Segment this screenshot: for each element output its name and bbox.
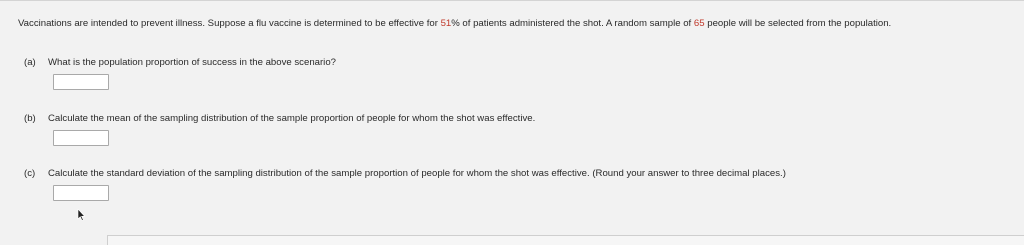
answer-input-a[interactable] <box>53 74 109 90</box>
question-c-tag: (c) <box>24 168 36 179</box>
intro-text-2: % of patients administered the shot. A random sample of <box>451 18 694 29</box>
problem-statement <box>18 17 1018 30</box>
question-a-tag: (a) <box>24 57 36 68</box>
answer-input-b[interactable] <box>53 130 109 146</box>
answer-input-c[interactable] <box>53 185 109 201</box>
question-b <box>24 113 535 124</box>
question-b-text: Calculate the mean of the sampling distribution of the sample proportion of people for whom the shot was effective. <box>48 113 536 124</box>
question-c <box>24 168 786 179</box>
effective-percent: 51 <box>440 18 452 29</box>
question-b-tag: (b) <box>24 113 36 124</box>
question-a <box>24 57 336 68</box>
intro-text-3: people will be selected from the population. <box>704 18 892 29</box>
footer-panel <box>107 235 1024 245</box>
question-a-text: What is the population proportion of success in the above scenario? <box>48 57 336 68</box>
mouse-pointer-icon <box>77 209 85 221</box>
question-c-text: Calculate the standard deviation of the sampling distribution of the sample proportion of people for whom the shot was effective. (Round your answer to three decimal places.) <box>48 168 786 179</box>
sample-size: 65 <box>693 18 705 29</box>
intro-text-1: Vaccinations are intended to prevent illness. Suppose a flu vaccine is determined to be effective for <box>18 18 441 29</box>
